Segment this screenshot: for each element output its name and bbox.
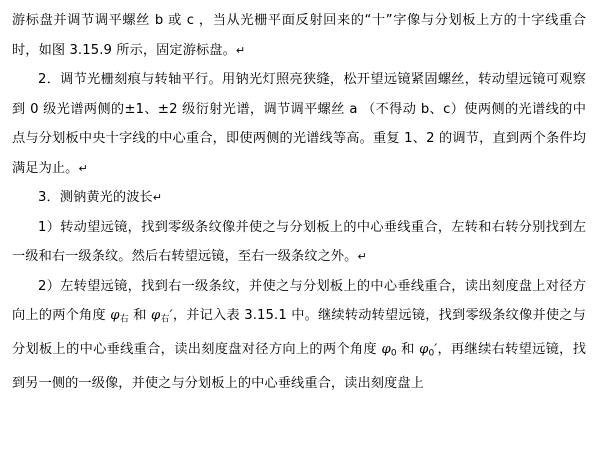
paragraph-5-suffix: ，再继续右转望远镜，找到另一侧的一级像，并使之与分划板上的中心垂线重合，读出刻度盘上	[12, 342, 586, 392]
paragraph-1-text: 游标盘并调节调平螺丝 b 或 c ，当从光栅平面反射回来的“十”字像与分划板上方的十字线重合时，如图 3.15.9 所示，固定游标盘。	[12, 13, 586, 58]
paragraph-2	[12, 65, 586, 183]
paragraph-3	[12, 183, 586, 213]
symbol-phi-right-prime-subscript: 右	[160, 314, 170, 325]
paragraph-5	[12, 272, 586, 399]
paragraph-mark: ↵	[235, 43, 246, 57]
paragraph-4	[12, 213, 586, 272]
paragraph-2-text: 2．调节光栅刻痕与转轴平行。用钠光灯照亮狭缝，松开望远镜紧固螺丝，转动望远镜可观察到 0 级光谱两侧的±1、±2 级衍射光谱，调节调平螺丝 a （不得动 b、c）使两侧的光谱线的中点与分划板中央十字线的中心重合，即使两侧的光谱线等高。重复 1、2 的调节，直到两个条件均满足为止。	[12, 72, 586, 176]
paragraph-4-text: 1）转动望远镜，找到零级条纹像并使之与分划板上的中心垂线重合，左转和右转分别找到左一级和右一级条纹。然后右转望远镜，至右一级条纹之外。	[12, 219, 586, 264]
paragraph-mark: ↵	[78, 161, 88, 175]
symbol-phi-zero-prime-subscript: 0	[428, 348, 435, 359]
symbol-phi-zero-prime: φ	[419, 342, 429, 358]
symbol-phi-zero: φ	[381, 342, 391, 358]
paragraph-1	[12, 6, 586, 65]
symbol-phi-right-subscript: 右	[119, 314, 129, 325]
symbol-phi-zero-prime-mark: ′	[434, 342, 438, 358]
symbol-phi-right-prime: φ	[151, 308, 161, 323]
paragraph-5-mid2: ，并记入表 3.15.1 中。继续转动转望远镜，找到零级条纹像并使之与分划板上的中心垂线重合，读出刻度盘对径方向上的两个角度	[12, 308, 586, 358]
paragraph-mark: ↵	[357, 250, 367, 263]
paragraph-mark: ↵	[152, 191, 163, 204]
paragraph-5-prefix: 2）左转望远镜，找到右一级条纹，并使之与分划板上的中心垂线重合，读出刻度盘上对径方向上的两个角度	[12, 278, 586, 323]
symbol-phi-right: φ	[110, 308, 120, 323]
symbol-phi-right-prime-mark: ′	[169, 308, 173, 323]
paragraph-3-text: 3．测钠黄光的波长	[38, 190, 153, 205]
paragraph-5-mid1: 和	[128, 308, 152, 323]
symbol-phi-zero-subscript: 0	[390, 348, 397, 359]
paragraph-5-mid3: 和	[396, 342, 420, 358]
